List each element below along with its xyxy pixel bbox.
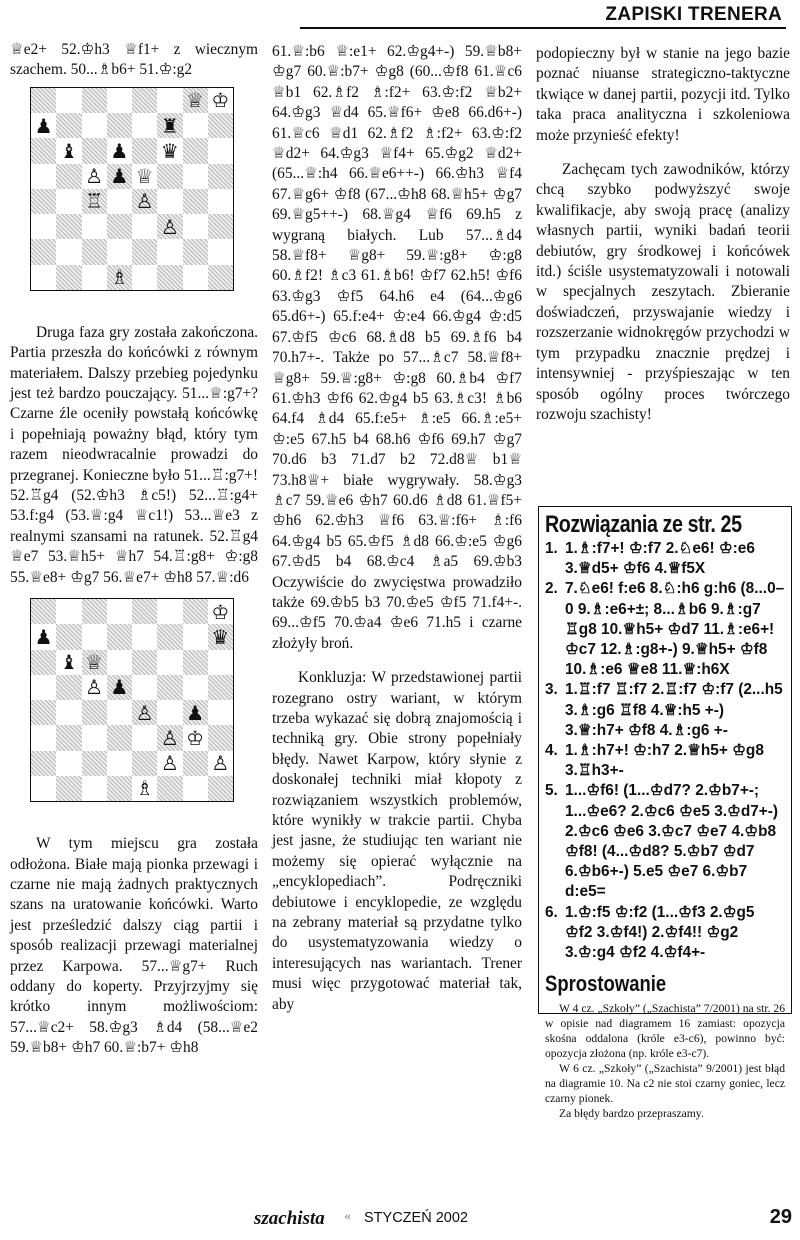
square-h2 xyxy=(208,751,233,776)
solution-item xyxy=(545,680,785,741)
square-f2 xyxy=(157,751,182,776)
chess-piece: ♛ xyxy=(211,624,230,649)
square-c7 xyxy=(82,113,107,138)
square-e3 xyxy=(132,725,157,750)
square-c7 xyxy=(82,624,107,649)
square-a5 xyxy=(31,675,56,700)
chess-piece: ♕ xyxy=(186,88,205,113)
square-e2 xyxy=(132,239,157,264)
square-h1 xyxy=(208,776,233,801)
chess-piece: ♛ xyxy=(160,138,179,163)
square-h7 xyxy=(208,624,233,649)
square-g8 xyxy=(183,88,208,113)
solution-text: 1.♔:f5 ♔:f2 (1...♔f3 2.♔g5 ♔f2 3.♔f4!) 2.♔f4!! ♔g2 3.♔:g4 ♔f2 4.♔f4+- xyxy=(565,903,755,962)
paragraph: Druga faza gry została zakończona. Partia przeszła do końcówki z równym materiałem. Dalszy przebieg pojedynku jest też bardzo pouczający. 51...♕:g7+? Czarne źle oceniły powstałą końcówkę i popełniają poważny błąd, który tym razem nieodwracalnie prowadzi do przegranej. Konieczne było 51...♖:g7+! 52.♖g4 (52.♔h3 ♗c5!) 52...♖:g4+ 53.f:g4 (53.♕:g4 ♕c1!) 53...♕e3 z realnymi szansami na ratunek. 52.♖g4 ♕e7 53.♕h5+ ♕h7 54.♖:g8+ ♔:g8 55.♕e8+ ♔g7 56.♕e7+ ♔h8 57.♕:d6 xyxy=(10,323,258,586)
square-f1 xyxy=(157,776,182,801)
square-f6 xyxy=(157,650,182,675)
solution-item xyxy=(545,579,785,680)
square-g4 xyxy=(183,189,208,214)
square-h6 xyxy=(208,138,233,163)
square-d4 xyxy=(107,189,132,214)
square-a3 xyxy=(31,214,56,239)
solution-text: 1...♔f6! (1...♔d7? 2.♔b7+-; 1...♔e6? 2.♔c6 ♔e5 3.♔d7+-) 2.♔c6 ♔e6 3.♔c7 ♔e7 4.♔b8 ♔f8! (4...♔d8? 5.♔b7 ♔d7 6.♔b6+-) 5.e5 ♔e7 6.♔b7 d:e5= xyxy=(565,782,779,901)
square-d2 xyxy=(107,751,132,776)
chess-piece: ♙ xyxy=(211,751,230,776)
square-g8 xyxy=(183,599,208,624)
square-b4 xyxy=(56,189,81,214)
solution-item xyxy=(545,741,785,781)
square-a4 xyxy=(31,700,56,725)
chess-piece: ♙ xyxy=(135,700,154,725)
square-c1 xyxy=(82,776,107,801)
page-footer xyxy=(0,1200,800,1240)
square-h5 xyxy=(208,164,233,189)
square-f8 xyxy=(157,88,182,113)
chess-piece: ♔ xyxy=(211,599,230,624)
square-a4 xyxy=(31,189,56,214)
square-d1 xyxy=(107,265,132,290)
solutions-box xyxy=(538,506,792,1121)
square-b8 xyxy=(56,599,81,624)
square-c1 xyxy=(82,265,107,290)
square-c4 xyxy=(82,189,107,214)
square-b3 xyxy=(56,214,81,239)
square-e5 xyxy=(132,164,157,189)
square-h3 xyxy=(208,214,233,239)
square-f3 xyxy=(157,214,182,239)
square-b1 xyxy=(56,265,81,290)
square-a1 xyxy=(31,265,56,290)
solution-text: 7.♘e6! f:e6 8.♘:h6 g:h6 (8...0–0 9.♗:e6+±; 8...♗b6 9.♗:g7 ♖g8 10.♕h5+ ♔d7 11.♗:e6+! ♔c7 12.♗:g8+-) 9.♕h5+ ♔f8 10.♗:e6 ♕e8 11.♕:h6X xyxy=(565,580,785,679)
square-e6 xyxy=(132,138,157,163)
square-h2 xyxy=(208,239,233,264)
square-h1 xyxy=(208,265,233,290)
square-e8 xyxy=(132,88,157,113)
square-b7 xyxy=(56,624,81,649)
square-a2 xyxy=(31,751,56,776)
square-h8 xyxy=(208,88,233,113)
square-h6 xyxy=(208,650,233,675)
chess-piece: ♕ xyxy=(135,164,154,189)
solutions-title: Rozwiązania ze str. 25 xyxy=(545,511,742,538)
square-g2 xyxy=(183,239,208,264)
square-h4 xyxy=(208,189,233,214)
chess-piece: ♙ xyxy=(160,725,179,750)
square-b7 xyxy=(56,113,81,138)
square-d7 xyxy=(107,113,132,138)
solution-number: 2. xyxy=(545,580,558,598)
solution-number: 1. xyxy=(545,540,558,557)
square-a6 xyxy=(31,138,56,163)
paragraph: Konkluzja: W przedstawionej partii rozegrano ostry wariant, w którym trzeba wykazać się dobrą znajomością i techniką gry. Obie strony popełniały błędy. Nawet Karpow, który słynie z doskonałej techniki miał kłopoty z rozwiązaniem wszystkich problemów, które wynikły w trakcie partii. Chyba jest jasne, że studiując ten wariant nie możemy się opierać wyłącznie na „encyklopediach”. Podręczniki debiutowe i encyklopedie, ze względu na zebrany materiał są przydatne tylko do usystematyzowania wiedzy o interesujących nas wariantach. Trener musi więc przygotować materiał tak, aby xyxy=(272,669,522,1013)
square-b2 xyxy=(56,751,81,776)
square-e1 xyxy=(132,776,157,801)
square-c2 xyxy=(82,239,107,264)
square-g5 xyxy=(183,164,208,189)
paragraph: W 6 cz. „Szkoły” („Szachista” 9/2001) jest błąd na diagramie 10. Na c2 nie stoi czarny goniec, lecz czarny pionek. xyxy=(545,1062,785,1106)
square-f5 xyxy=(157,164,182,189)
square-d2 xyxy=(107,239,132,264)
square-g7 xyxy=(183,624,208,649)
square-c8 xyxy=(82,599,107,624)
square-g4 xyxy=(183,700,208,725)
square-a7 xyxy=(31,113,56,138)
chess-piece: ♟ xyxy=(186,700,205,725)
column-1 xyxy=(10,40,258,1059)
paragraph: Za błędy bardzo przepraszamy. xyxy=(559,1107,704,1121)
solution-number: 5. xyxy=(545,782,558,800)
square-g3 xyxy=(183,725,208,750)
square-d8 xyxy=(107,88,132,113)
square-b6 xyxy=(56,138,81,163)
solution-number: 4. xyxy=(545,742,558,760)
paragraph: W tym miejscu gra została odłożona. Białe mają pionka przewagi i czarne nie mają żadnych praktycznych szans na uratowanie końcówki. Warto jest prześledzić dalszy ciąg partii i sposób realizacji przewagi materialnej przez Karpowa. 57...♕g7+ Ruch oddany do koperty. Przyjrzyjmy się krótko innym możliwościom: 57...♕c2+ 58.♔g3 ♗d4 (58...♕e2 59.♕b8+ ♔h7 60.♕:b7+ ♔h8 xyxy=(10,835,258,1057)
square-b5 xyxy=(56,675,81,700)
chess-piece: ♟ xyxy=(110,164,129,189)
square-e2 xyxy=(132,751,157,776)
solution-text: 1.♗:h7+! ♔:h7 2.♕h5+ ♔g8 3.♖h3+- xyxy=(565,742,764,780)
chess-diagram-2 xyxy=(10,598,258,834)
square-h4 xyxy=(208,700,233,725)
chess-piece: ♝ xyxy=(59,138,78,163)
square-c3 xyxy=(82,214,107,239)
square-a6 xyxy=(31,650,56,675)
square-d8 xyxy=(107,599,132,624)
square-h3 xyxy=(208,725,233,750)
square-b3 xyxy=(56,725,81,750)
chess-piece: ♔ xyxy=(186,725,205,750)
square-f4 xyxy=(157,189,182,214)
square-f8 xyxy=(157,599,182,624)
square-b5 xyxy=(56,164,81,189)
solution-item xyxy=(545,539,785,579)
correction-title: Sprostowanie xyxy=(545,971,667,997)
square-a3 xyxy=(31,725,56,750)
square-f7 xyxy=(157,624,182,649)
square-f1 xyxy=(157,265,182,290)
square-f7 xyxy=(157,113,182,138)
square-g1 xyxy=(183,776,208,801)
square-f4 xyxy=(157,700,182,725)
square-d5 xyxy=(107,164,132,189)
paragraph: Zachęcam tych zawodników, którzy chcą szybko podwyższyć swoje kwalifikacje, aby swoją pracę (analizy własnych partii, wyniki badań teorii debiutów, gry środkowej i końcówek itd.) ściśle usystematyzowali i notowali w specjalnych zeszytach. Zbieranie doświadczeń, przyswajanie wiedzy i rozszerzanie widnokręgów przychodzi w tym przypadku znacznie prędzej i intensywniej - przyśpieszając w ten sposób ogólny proces twórczego rozwoju szachisty! xyxy=(536,161,790,423)
chess-piece: ♙ xyxy=(160,214,179,239)
square-e6 xyxy=(132,650,157,675)
square-h7 xyxy=(208,113,233,138)
footer-separator: « xyxy=(344,1209,351,1224)
page-header xyxy=(0,0,800,30)
solution-item xyxy=(545,781,785,902)
square-d1 xyxy=(107,776,132,801)
chess-board xyxy=(30,598,234,802)
header-rule xyxy=(300,27,786,29)
issue-date: STYCZEŃ 2002 xyxy=(364,1210,468,1226)
page-number: 29 xyxy=(769,1206,792,1228)
square-f2 xyxy=(157,239,182,264)
paragraph: 61.♕:b6 ♕:e1+ 62.♔g4+-) 59.♕b8+ ♔g7 60.♕:b7+ ♔g8 (60...♔f8 61.♕c6 ♕b1 62.♗f2 ♗:f2+ 63.♔:f2 ♕b2+ 64.♔g3 ♕d4 65.♕f6+ ♔e8 66.d6+-) 61.♕c6 ♕d1 62.♗f2 ♗:f2+ 63.♔:f2 ♕d2+ 64.♔g3 ♕f4+ 65.♔g2 ♕d2+ (65...♕:h4 66.♕e6++-) 66.♔h3 ♕f4 67.♕g6+ ♔f8 (67...♔h8 68.♕h5+ ♔g7 69.♕g5++-) 68.♕g4 ♕f6 69.h5 z wygraną białych. Lub 57...♗d4 58.♕f8+ ♕g8+ 59.♕:g8+ ♔:g8 60.♗f2! ♗c3 61.♗b6! ♔f7 62.h5! ♔f6 63.♔g3 ♔f5 64.h6 e4 (64...♔g6 65.d6+-) 65.f:e4+ ♔:e4 66.♔g4 ♔:d5 67.♔f5 ♔c6 68.♗d8 b5 69.♗f6 b4 70.h7+-. Także po 57...♗c7 58.♕f8+ ♕g8+ 59.♕:g8+ ♔:g8 60.♗b4 ♔f7 61.♔h3 ♔f6 62.♔g4 b5 63.♗c3! ♗b6 64.f4 ♗d4 65.f:e5+ ♗:e5 66.♗:e5+ ♔:e5 67.h5 b4 68.h6 ♔f6 69.h7 ♔g7 70.d6 b3 71.d7 b2 72.d8♕ b1♕ 73.h8♕+ białe wygrywały. 58.♔g3 ♗c7 59.♕e6 ♔h7 60.d6 ♗d8 61.♕f5+ ♔h6 62.♔h3 ♕f6 63.♕:f6+ ♗:f6 64.♔g4 b5 65.♔f5 ♗d8 66.♔:e5 ♔g6 67.♔d5 b4 68.♔c4 ♗a5 69.♔b3 Oczywiście do zwycięstwa prowadziło także 69.♔b5 b3 70.♔e5 ♔f5 71.f4+-. 69...♔f5 70.♔a4 ♔e6 71.h5 i czarne złożyły broń. xyxy=(272,43,522,652)
square-a8 xyxy=(31,88,56,113)
square-a2 xyxy=(31,239,56,264)
column-3 xyxy=(536,44,790,425)
square-e7 xyxy=(132,113,157,138)
square-e7 xyxy=(132,624,157,649)
square-b1 xyxy=(56,776,81,801)
square-d5 xyxy=(107,675,132,700)
square-f3 xyxy=(157,725,182,750)
square-d6 xyxy=(107,138,132,163)
square-g6 xyxy=(183,138,208,163)
square-b2 xyxy=(56,239,81,264)
solutions-list xyxy=(545,539,785,963)
square-c6 xyxy=(82,138,107,163)
square-a7 xyxy=(31,624,56,649)
chess-piece: ♙ xyxy=(85,164,104,189)
square-c6 xyxy=(82,650,107,675)
chess-piece: ♙ xyxy=(160,751,179,776)
chess-board xyxy=(30,87,234,291)
chess-piece: ♔ xyxy=(211,88,230,113)
chess-diagram-1 xyxy=(10,87,258,323)
paragraph: W 4 cz. „Szkoły” („Szachista” 7/2001) na str. 26 w opisie nad diagramem 16 zamiast: opozycja skośna oddalona (króle e3-c6), powinno być: opozycja złożona (np. króle e3-c7). xyxy=(545,1002,785,1061)
square-c5 xyxy=(82,675,107,700)
square-d3 xyxy=(107,725,132,750)
square-c8 xyxy=(82,88,107,113)
square-e8 xyxy=(132,599,157,624)
chess-piece: ♟ xyxy=(34,624,53,649)
chess-piece: ♟ xyxy=(34,113,53,138)
chess-piece: ♖ xyxy=(85,189,104,214)
square-a5 xyxy=(31,164,56,189)
solution-text: 1.♖:f7 ♖:f7 2.♖:f7 ♔:f7 (2...h5 3.♗:g6 ♖f8 4.♕:h5 +-) 3.♕:h7+ ♔f8 4.♗:g6 +- xyxy=(565,681,783,739)
square-b6 xyxy=(56,650,81,675)
chess-piece: ♝ xyxy=(59,650,78,675)
solution-number: 6. xyxy=(545,903,558,921)
correction-text xyxy=(545,1001,785,1121)
chess-piece: ♗ xyxy=(135,776,154,801)
chess-piece: ♙ xyxy=(135,189,154,214)
paragraph: podopieczny był w stanie na jego bazie poznać niuanse strategiczno-taktyczne tkwiące w danej partii, pozycji itd. Tylko taka praca analityczna i szkoleniowa może przynieść efekty! xyxy=(536,45,790,144)
square-e4 xyxy=(132,700,157,725)
chess-piece: ♗ xyxy=(110,265,129,290)
square-g1 xyxy=(183,265,208,290)
chess-piece: ♙ xyxy=(85,675,104,700)
solution-text: 1.♗:f7+! ♔:f7 2.♘e6! ♔:e6 3.♕d5+ ♔f6 4.♕f5X xyxy=(565,540,755,578)
chess-piece: ♟ xyxy=(110,675,129,700)
section-title: ZAPISKI TRENERA xyxy=(605,4,782,25)
square-e3 xyxy=(132,214,157,239)
square-g6 xyxy=(183,650,208,675)
solution-number: 3. xyxy=(545,681,558,699)
square-c3 xyxy=(82,725,107,750)
square-a1 xyxy=(31,776,56,801)
chess-piece: ♟ xyxy=(110,138,129,163)
square-d4 xyxy=(107,700,132,725)
square-c5 xyxy=(82,164,107,189)
square-h5 xyxy=(208,675,233,700)
square-f6 xyxy=(157,138,182,163)
chess-piece: ♜ xyxy=(160,113,179,138)
square-d7 xyxy=(107,624,132,649)
solution-item xyxy=(545,903,785,964)
square-e5 xyxy=(132,675,157,700)
square-d3 xyxy=(107,214,132,239)
square-g7 xyxy=(183,113,208,138)
square-e4 xyxy=(132,189,157,214)
square-b4 xyxy=(56,700,81,725)
square-g2 xyxy=(183,751,208,776)
square-c2 xyxy=(82,751,107,776)
chess-piece: ♕ xyxy=(85,650,104,675)
magazine-logo: szachista xyxy=(254,1208,325,1229)
column-2 xyxy=(272,42,522,1015)
square-d6 xyxy=(107,650,132,675)
square-g3 xyxy=(183,214,208,239)
square-f5 xyxy=(157,675,182,700)
square-b8 xyxy=(56,88,81,113)
square-g5 xyxy=(183,675,208,700)
square-a8 xyxy=(31,599,56,624)
square-h8 xyxy=(208,599,233,624)
square-e1 xyxy=(132,265,157,290)
square-c4 xyxy=(82,700,107,725)
paragraph: ♕e2+ 52.♔h3 ♕f1+ z wiecznym szachem. 50...♗b6+ 51.♔:g2 xyxy=(10,41,258,79)
